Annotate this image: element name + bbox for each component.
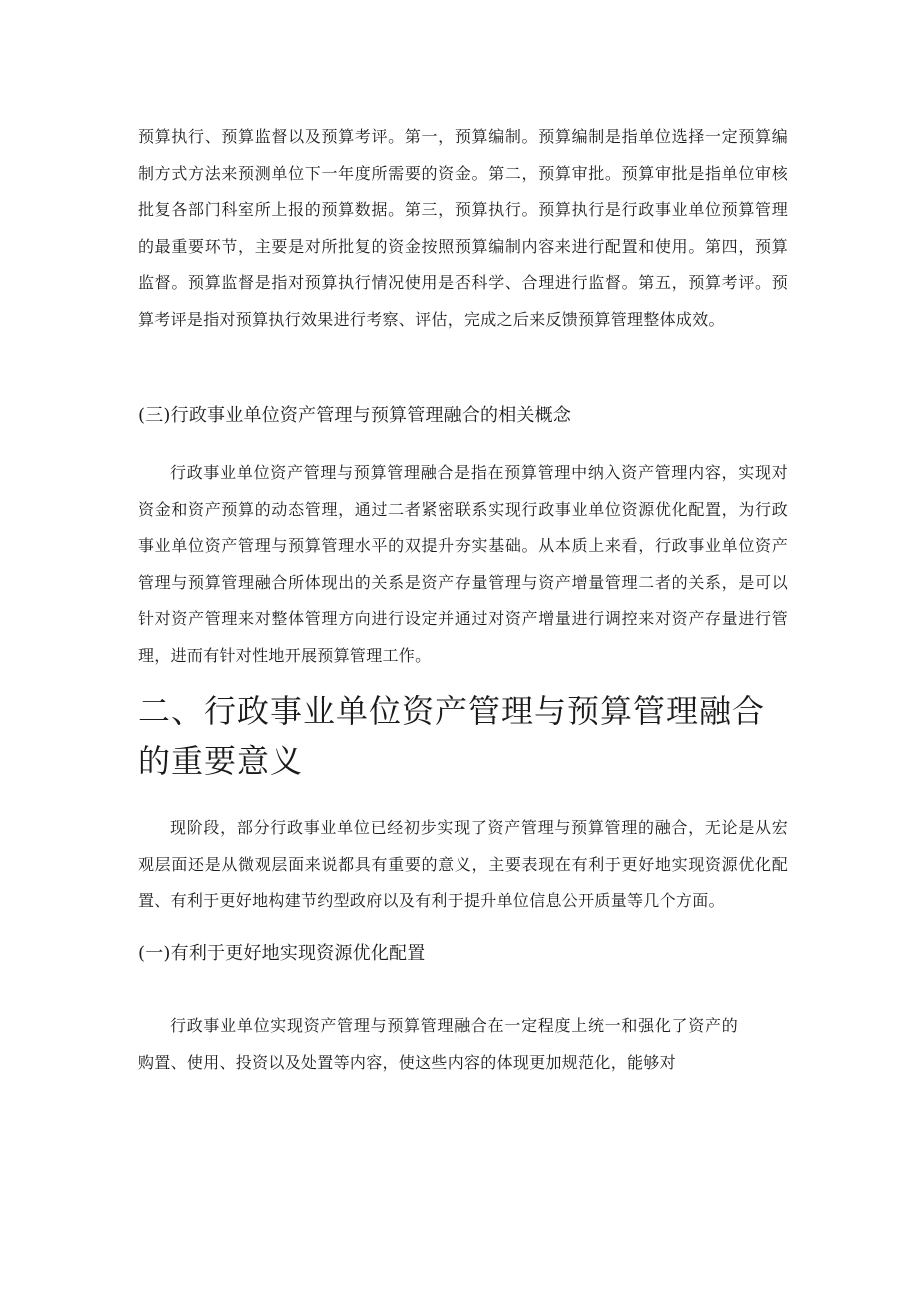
subheading-related-concepts: (三)行政事业单位资产管理与预算管理融合的相关概念 bbox=[138, 405, 572, 426]
section-heading-significance: 二、行政事业单位资产管理与预算管理融合的重要意义 bbox=[138, 692, 766, 780]
paragraph-budget-steps: 预算执行、预算监督以及预算考评。第一，预算编制。预算编制是指单位选择一定预算编制方式方法来预测单位下一年度所需要的资金。第二，预算审批。预算审批是指单位审核批复各部门科室所上报的预算数据。第三，预算执行。预算执行是行政事业单位预算管理的最重要环节，主要是对所批复的资金按照预算编制内容来进行配置和使用。第四，预算监督。预算监督是指对预算执行情况使用是否科学、合理进行监督。第五，预算考评。预算考评是指对预算执行效果进行考察、评估，完成之后来反馈预算管理整体成效。 bbox=[138, 127, 788, 329]
paragraph-resource-allocation: 行政事业单位实现资产管理与预算管理融合在一定程度上统一和强化了资产的购置、使用、投资以及处置等内容，使这些内容的体现更加规范化，能够对 bbox=[138, 1016, 738, 1072]
paragraph-significance: 现阶段，部分行政事业单位已经初步实现了资产管理与预算管理的融合，无论是从宏观层面还是从微观层面来说都具有重要的意义，主要表现在有利于更好地实现资源优化配置、有利于更好地构建节约型政府以及有利于提升单位信息公开质量等几个方面。 bbox=[138, 818, 788, 910]
subheading-resource-allocation: (一)有利于更好地实现资源优化配置 bbox=[138, 943, 426, 964]
paragraph-concept: 行政事业单位资产管理与预算管理融合是指在预算管理中纳入资产管理内容，实现对资金和资产预算的动态管理，通过二者紧密联系实现行政事业单位资源优化配置，为行政事业单位资产管理与预算管理水平的双提升夯实基础。从本质上来看，行政事业单位资产管理与预算管理融合所体现出的关系是资产存量管理与资产增量管理二者的关系，是可以针对资产管理来对整体管理方向进行设定并通过对资产增量进行调控来对资产存量进行管理，进而有针对性地开展预算管理工作。 bbox=[138, 463, 788, 665]
